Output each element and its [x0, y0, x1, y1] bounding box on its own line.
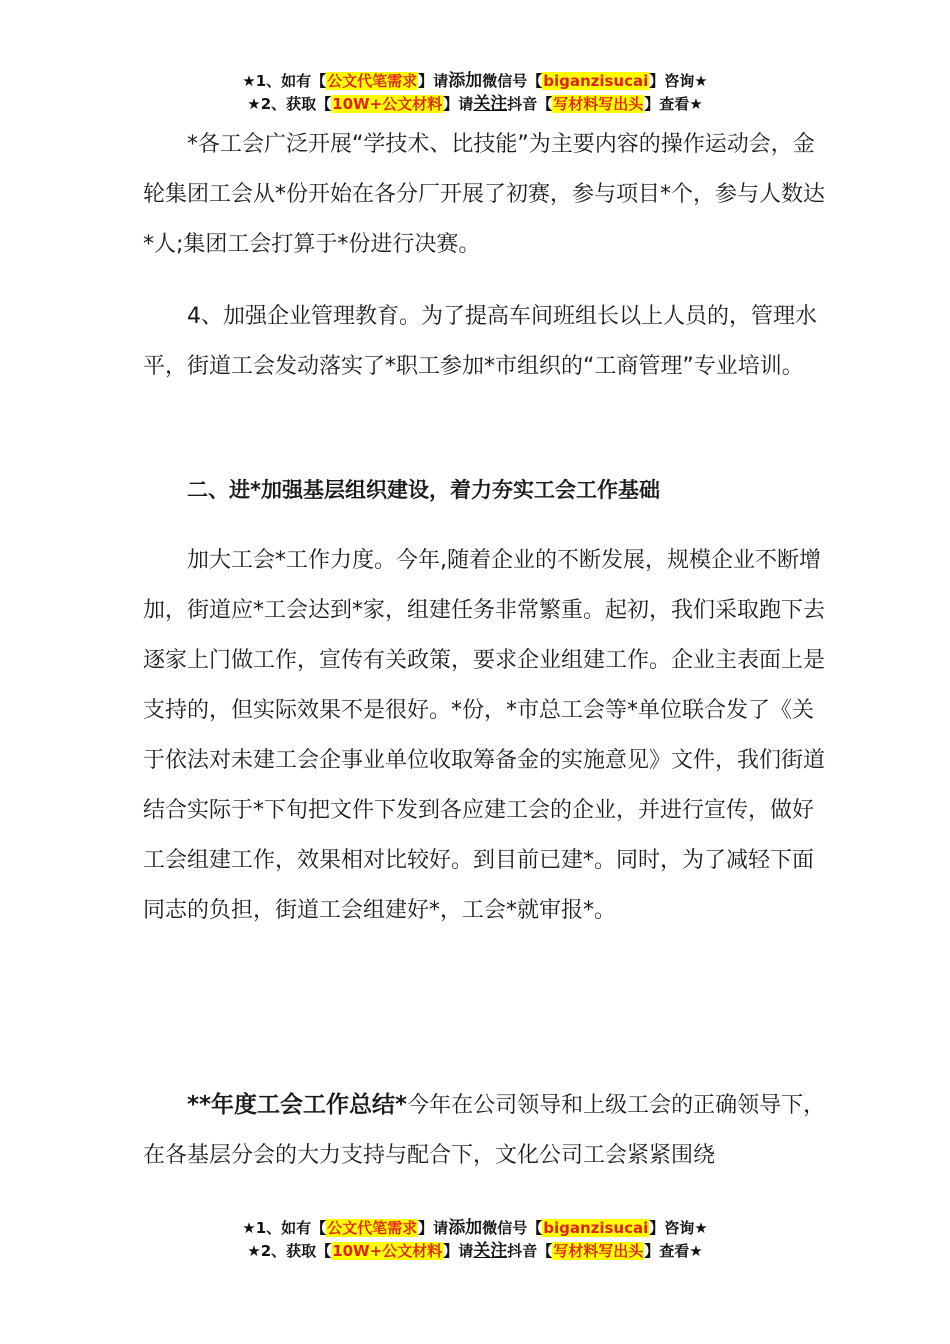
- promo-text: 微信号【: [482, 72, 543, 90]
- promo-text: 】请: [443, 95, 474, 113]
- highlight-materials: 10W+公文材料: [332, 95, 443, 113]
- promo-emphasis: 关注: [473, 1241, 508, 1261]
- promo-text: 2、获取【: [260, 95, 332, 113]
- promo-text: 2、获取【: [260, 1242, 332, 1260]
- paragraph-text: [143, 1080, 833, 1181]
- highlight-wechat-id: biganzisucai: [543, 72, 649, 90]
- promo-text: 】查看: [644, 95, 690, 113]
- promo-text: 1、如有【: [255, 72, 327, 90]
- summary-text: 今年在公司领导和上级工会的正确领导下，在各基层分会的大力支持与配合下，文化公司工会紧紧围绕: [143, 1093, 826, 1168]
- star-icon: ★: [694, 1219, 708, 1237]
- highlight-service: 公文代笔需求: [327, 1219, 418, 1237]
- star-icon: ★: [247, 95, 261, 113]
- promo-emphasis: 关注: [473, 94, 508, 114]
- promo-emphasis: 添加: [448, 71, 483, 91]
- promo-text: 】请: [443, 1242, 474, 1260]
- highlight-douyin-id: 写材料写出头: [553, 1242, 644, 1260]
- promo-text: 1、如有【: [255, 1219, 327, 1237]
- highlight-douyin-id: 写材料写出头: [553, 95, 644, 113]
- paragraph-management-education: [143, 292, 833, 392]
- highlight-wechat-id: biganzisucai: [543, 1219, 649, 1237]
- promo-text: 抖音【: [507, 95, 553, 113]
- paragraph-text: 4、加强企业管理教育。为了提高车间班组长以上人员的，管理水平，街道工会发动落实了*职工参加*市组织的“工商管理”专业培训。: [143, 304, 817, 379]
- promo-line-2: [0, 1240, 950, 1263]
- paragraph-annual-summary: [143, 1080, 833, 1181]
- promo-line-1: [0, 1217, 950, 1240]
- star-icon: ★: [242, 1219, 256, 1237]
- promo-text: 微信号【: [482, 1219, 543, 1237]
- paragraph-organization: [143, 536, 833, 936]
- star-icon: ★: [694, 72, 708, 90]
- paragraph-text: 加大工会*工作力度。今年,随着企业的不断发展，规模企业不断增加，街道应*工会达到*家，组建任务非常繁重。起初，我们采取跑下去逐家上门做工作，宣传有关政策，要求企业组建工作。企业主表面上是支持的，但实际效果不是很好。*份，*市总工会等*单位联合发了《关于依法对未建工会企事业单位收取筹备金的实施意见》文件，我们街道结合实际于*下旬把文件下发到各应建工会的企业，并进行宣传，做好工会组建工作，效果相对比较好。到目前已建*。同时，为了减轻下面同志的负担，街道工会组建好*，工会*就审报*。: [143, 548, 826, 923]
- highlight-materials: 10W+公文材料: [332, 1242, 443, 1260]
- promo-banner-bottom: [0, 1217, 950, 1263]
- star-icon: ★: [242, 72, 256, 90]
- star-icon: ★: [247, 1242, 261, 1260]
- paragraph-competition: [143, 120, 833, 270]
- highlight-service: 公文代笔需求: [327, 72, 418, 90]
- promo-text: 】请: [418, 72, 449, 90]
- promo-line-1: [0, 70, 950, 93]
- promo-text: 】查看: [644, 1242, 690, 1260]
- summary-title: **年度工会工作总结*: [187, 1092, 408, 1118]
- star-icon: ★: [689, 1242, 703, 1260]
- paragraph-text: *各工会广泛开展“学技术、比技能”为主要内容的操作运动会，金轮集团工会从*份开始在各分厂开展了初赛，参与项目*个，参与人数达*人;集团工会打算于*份进行决赛。: [143, 132, 826, 257]
- promo-text: 】请: [418, 1219, 449, 1237]
- promo-emphasis: 添加: [448, 1218, 483, 1238]
- promo-text: 】咨询: [649, 72, 695, 90]
- promo-text: 】咨询: [649, 1219, 695, 1237]
- promo-line-2: [0, 93, 950, 116]
- promo-text: 抖音【: [507, 1242, 553, 1260]
- section-heading: 二、进*加强基层组织建设，着力夯实工会工作基础: [187, 478, 660, 502]
- promo-banner-top: [0, 70, 950, 116]
- star-icon: ★: [689, 95, 703, 113]
